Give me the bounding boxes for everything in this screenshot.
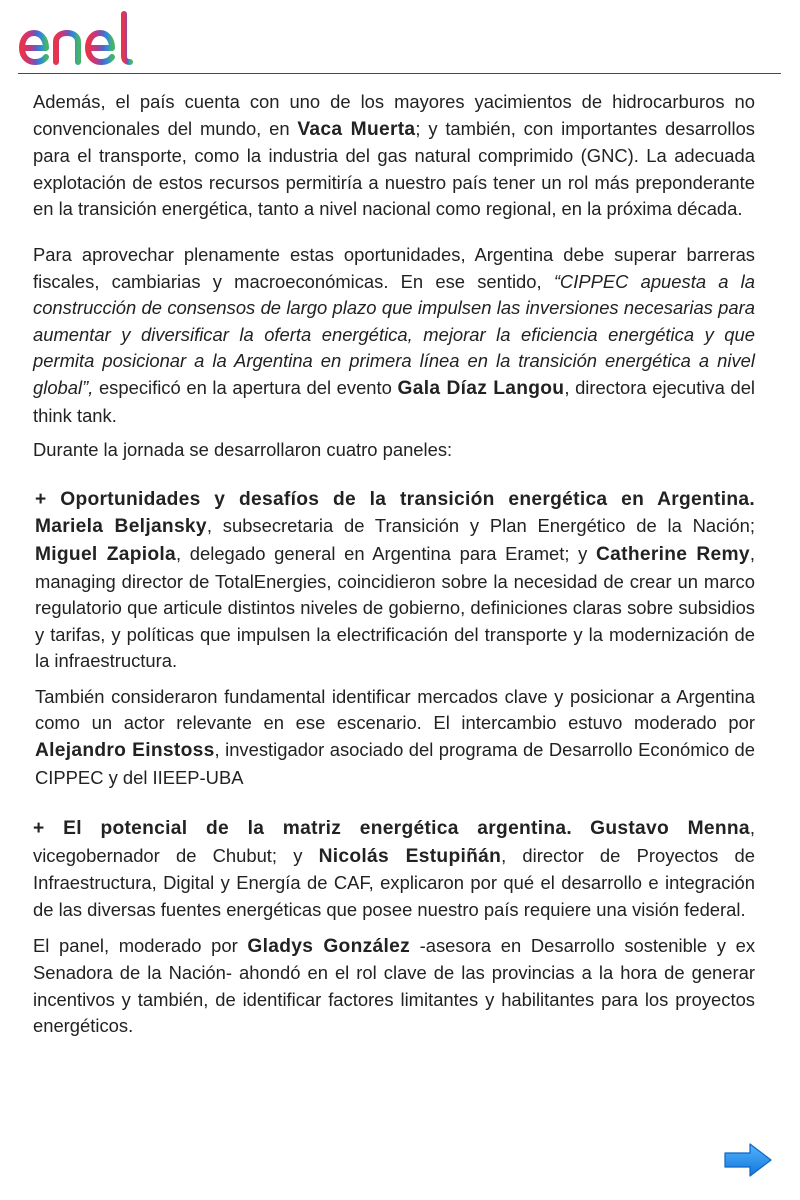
paragraph-cippec [33,242,755,429]
panel-1-paragraph [35,486,755,675]
person-name: Miguel Zapiola [35,543,177,565]
panel-2-heading: + El potencial de la matriz energética argentina. [33,818,573,840]
quote: “CIPPEC apuesta a la construcción de consensos de largo plazo que impulsen las inversiones necesarias para aumentar y diversificar la oferta energética, mejorar la eficiencia energética y que permita posicionar a la Argentina en primera línea en la transición energética a nivel global”, [33,270,755,398]
text: , investigador asociado del programa de Desarrollo Económico de CIPPEC y del IIEEP-UBA [35,739,755,788]
person-name: Mariela Beljansky [35,516,207,538]
bold-term: Vaca Muerta [297,118,416,140]
text: , managing director de TotalEnergies, coincidieron sobre la necesidad de crear un marco regulatorio que articule distintos niveles de gobierno, definiciones claras sobre subsidios y tarifas, y políticas que impulsen la electrificación del transporte y la modernización de la infraestructura. [35,542,755,672]
enel-logo [16,8,176,70]
panel-2-moderator-paragraph [33,933,755,1040]
person-name: Gustavo Menna [590,818,750,840]
text: , subsecretaria de Transición y Plan Energético de la Nación; [206,515,755,537]
text: También consideraron fundamental identificar mercados clave y posicionar a Argentina como un actor relevante en ese escenario. El intercambio estuvo moderado por [35,685,755,734]
panel-1-moderator-paragraph [35,684,755,791]
person-name: Gala Díaz Langou [397,377,565,399]
person-name: Gladys González [247,935,410,957]
person-name: Alejandro Einstoss [35,740,215,762]
panel-1-heading: + Oportunidades y desafíos de la transición energética en Argentina. [35,488,755,510]
person-name: Nicolás Estupiñán [318,845,502,867]
text: Además, el país cuenta con uno de los mayores yacimientos de hidrocarburos no convencionales del mundo, en [33,91,755,139]
text: El panel, moderado por [33,934,248,956]
panel-2-paragraph [33,815,755,923]
panel-1-section [33,486,755,792]
text: Para aprovechar plenamente estas oportunidades, Argentina debe superar barreras fiscales, cambiarias y macroeconómicas. En ese sentido, [33,243,755,292]
right-arrow-icon[interactable] [722,1141,774,1179]
text: , vicegobernador de Chubut; y [33,817,755,866]
header-divider [18,73,781,74]
text: especificó en la apertura del evento [93,376,398,398]
text: , delegado general en Argentina para Eramet; y [176,542,597,564]
text: , directora ejecutiva del think tank. [33,376,756,426]
text: -asesora en Desarrollo sostenible y ex Senadora de la Nación- ahondó en el rol clave de las provincias a la hora de generar incentivos y también, de identificar factores limitantes y habilitantes para los proyectos energéticos. [33,934,756,1037]
text: ; y también, con importantes desarrollos para el transporte, como la industria del gas natural comprimido (GNC). La adecuada explotación de estos recursos permitiría a nuestro país tener un rol más preponderante en la transición energética, tanto a nivel nacional como regional, en la próxima década. [33,117,755,220]
paragraph-panels-intro: Durante la jornada se desarrollaron cuatro paneles: [33,439,453,461]
person-name: Catherine Remy [596,543,750,565]
paragraph-vaca-muerta [33,89,755,223]
article-body [33,89,755,1040]
text: , director de Proyectos de Infraestructura, Digital y Energía de CAF, explicaron por qué el desarrollo e integración de las diversas fuentes energéticas que posee nuestro país requiere una visión federal. [33,844,755,921]
